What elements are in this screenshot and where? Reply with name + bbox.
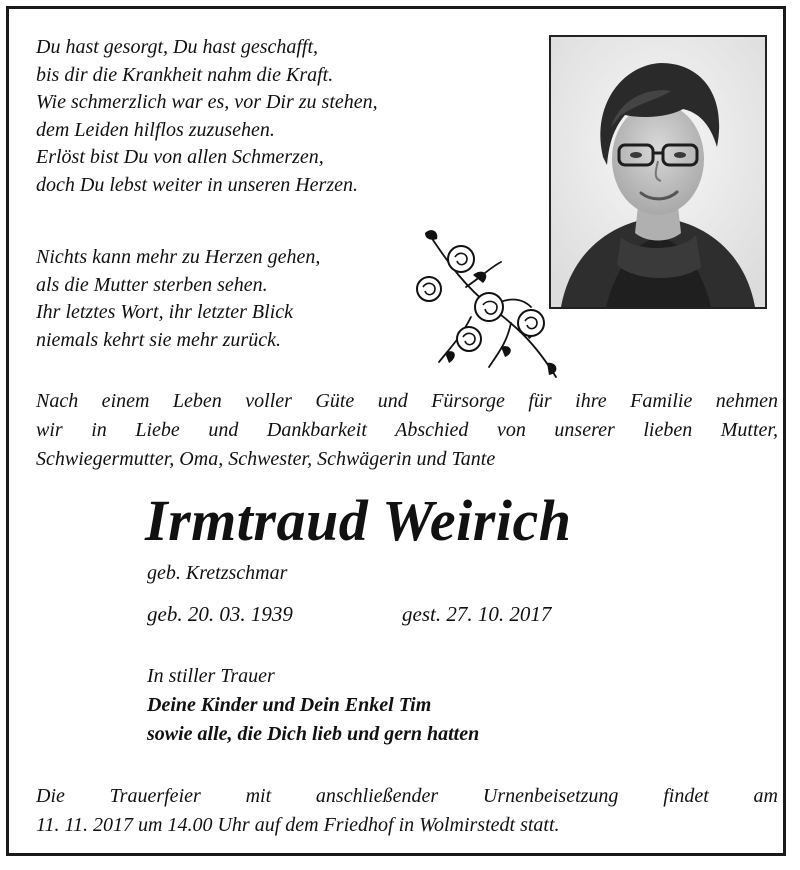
poem-line: als die Mutter sterben sehen. <box>36 273 268 296</box>
funeral-notice <box>36 782 778 840</box>
intro-text <box>36 387 778 474</box>
mourners-block <box>147 662 479 749</box>
poem-stanza-2 <box>36 244 320 354</box>
deceased-name: Irmtraud Weirich <box>145 488 572 553</box>
mourners-line: Deine Kinder und Dein Enkel Tim <box>147 694 432 716</box>
poem-line: Ihr letztes Wort, ihr letzter Blick <box>36 301 294 323</box>
portrait-image <box>551 37 765 307</box>
death-date: gest. 27. 10. 2017 <box>402 602 552 626</box>
mourners-line: In stiller Trauer <box>147 665 275 687</box>
poem-line: dem Leiden hilflos zuzusehen. <box>36 118 275 141</box>
funeral-line: Die Trauerfeier mit anschließender Urnenbeisetzung findet am <box>36 785 778 807</box>
obituary-frame <box>6 6 786 856</box>
intro-line: Nach einem Leben voller Güte und Fürsorge für ihre Familie nehmen <box>36 390 778 412</box>
intro-line: Schwiegermutter, Oma, Schwester, Schwägerin und Tante <box>36 448 496 470</box>
maiden-name: geb. Kretzschmar <box>147 562 288 584</box>
poem-line: Nichts kann mehr zu Herzen gehen, <box>36 246 321 268</box>
funeral-line: 11. 11. 2017 um 14.00 Uhr auf dem Friedhof in Wolmirstedt statt. <box>36 814 560 836</box>
poem-line: bis dir die Krankheit nahm die Kraft. <box>36 63 334 86</box>
birth-date: geb. 20. 03. 1939 <box>147 602 293 626</box>
poem-line: Erlöst bist Du von allen Schmerzen, <box>36 146 324 168</box>
mourners-line: sowie alle, die Dich lieb und gern hatten <box>147 723 480 745</box>
poem-line: doch Du lebst weiter in unseren Herzen. <box>36 173 358 196</box>
poem-line: Wie schmerzlich war es, vor Dir zu stehen, <box>36 91 378 113</box>
portrait-photo <box>549 35 767 309</box>
roses-ornament <box>411 227 571 387</box>
intro-line: wir in Liebe und Dankbarkeit Abschied von unserer lieben Mutter, <box>36 419 778 441</box>
poem-line: Du hast gesorgt, Du hast geschafft, <box>36 36 319 58</box>
poem-stanza-1 <box>36 34 378 199</box>
poem-line: niemals kehrt sie mehr zurück. <box>36 328 281 351</box>
